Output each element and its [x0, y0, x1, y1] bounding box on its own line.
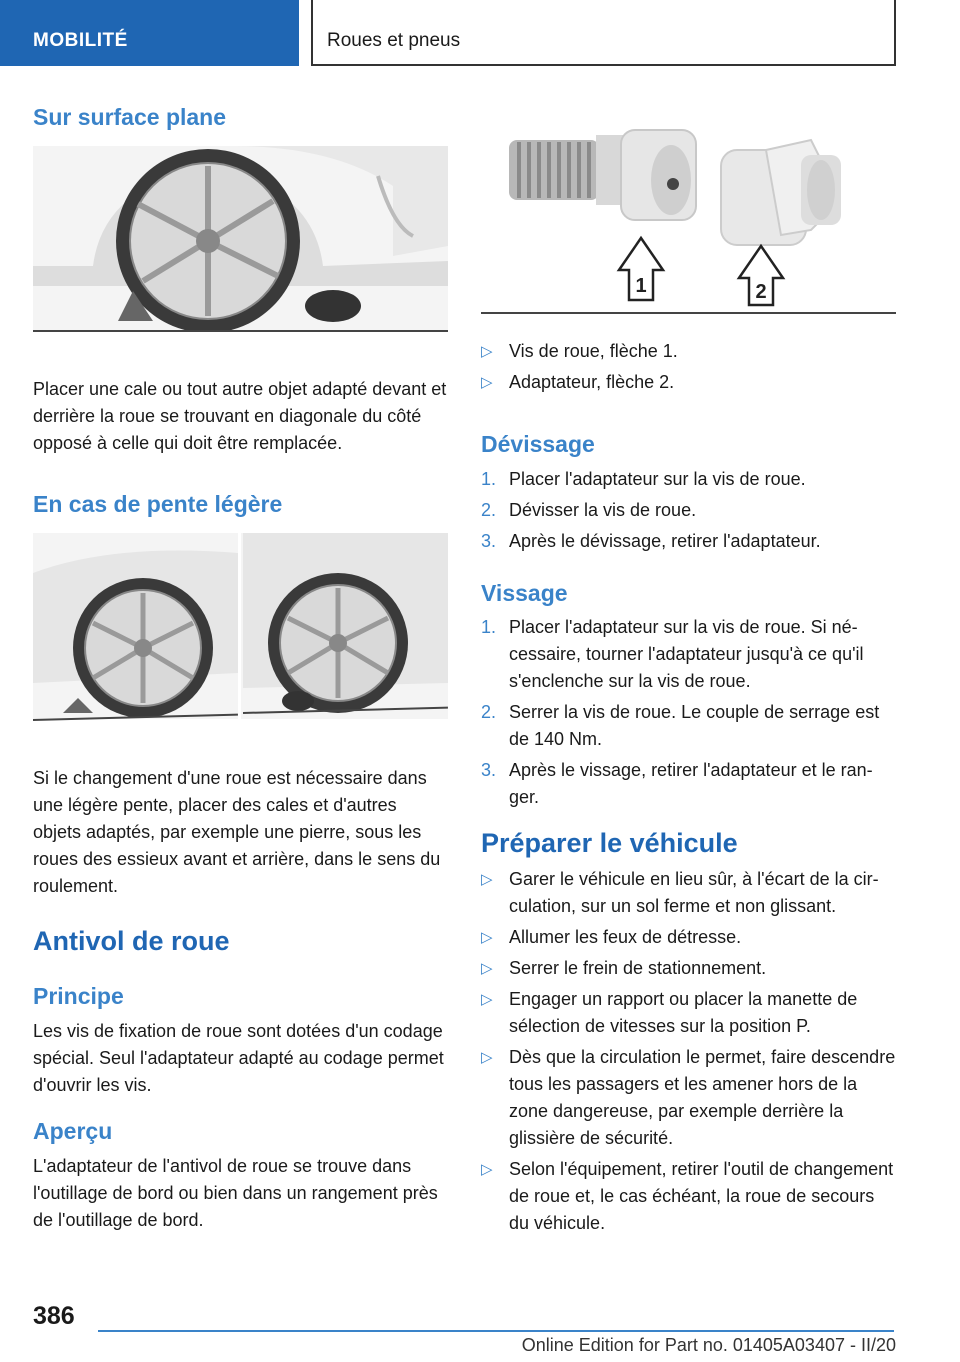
- list-item: 3. Après le vissage, retirer l'adaptateur et le ranger.: [481, 760, 873, 807]
- paragraph-slight-slope: Si le changement d'une roue est nécessaire dans une légère pente, placer des cales et d'autres objets adaptés, par exemple une pierre, sous les roues des essieux avant et arrière, dans le sens du roulement.: [33, 768, 441, 896]
- heading-prepare-vehicle: Préparer le véhicule: [481, 828, 738, 858]
- list-item: ▷ Engager un rapport ou placer la manette de sélection de vitesses sur la position P.: [481, 986, 896, 1040]
- illustration-divider: [481, 312, 896, 314]
- svg-text:1: 1: [635, 275, 647, 297]
- list-item: 1. Placer l'adaptateur sur la vis de roue. Si nécessaire, tourner l'adaptateur jusqu'à ce qu'il s'enclenche sur la vis de roue.: [481, 617, 864, 691]
- list-item: ▷ Garer le véhicule en lieu sûr, à l'écart de la circulation, sur un sol ferme et non glissant.: [481, 866, 896, 920]
- screwing-steps: [481, 614, 896, 811]
- header-section-tab: MOBILITÉ: [0, 0, 299, 66]
- list-item: 2. Dévisser la vis de roue.: [481, 500, 697, 520]
- paragraph-overview: L'adaptateur de l'antivol de roue se trouve dans l'outillage de bord ou bien dans un rangement près de l'outillage de bord.: [33, 1156, 438, 1230]
- svg-text:2: 2: [755, 281, 767, 303]
- header-chapter-title: Roues et pneus: [311, 0, 896, 66]
- unscrewing-steps: [481, 466, 896, 555]
- wheel-chock-flat-illustration: [33, 146, 448, 330]
- heading-flat-surface: Sur surface plane: [33, 104, 227, 130]
- list-item: ▷ Dès que la circulation le permet, faire descendre tous les passagers et les amener hors de la zone dangereuse, par exemple derrière la glissière de sécurité.: [481, 1044, 896, 1152]
- list-item: ▷ Selon l'équipement, retirer l'outil de changement de roue et, le cas échéant, la roue de secours du véhicule.: [481, 1156, 896, 1237]
- wheel-chock-slope-illustration: [33, 533, 448, 719]
- list-item: 1. Placer l'adaptateur sur la vis de roue.: [481, 469, 806, 489]
- list-item: ▷ Allumer les feux de détresse.: [481, 924, 896, 951]
- paragraph-flat-surface: Placer une cale ou tout autre objet adapté devant et derrière la roue se trouvant en diagonale du côté opposé à celle qui doit être remplacée.: [33, 379, 447, 453]
- prepare-vehicle-list: [481, 866, 896, 1237]
- heading-principle: Principe: [33, 983, 124, 1009]
- list-item: ▷ Adaptateur, flèche 2.: [481, 369, 896, 396]
- heading-wheel-lock: Antivol de roue: [33, 926, 230, 956]
- list-item: ▷ Serrer le frein de stationnement.: [481, 955, 896, 982]
- paragraph-principle: Les vis de fixation de roue sont dotées d'un codage spécial. Seul l'adaptateur adapté au codage permet d'ouvrir les vis.: [33, 1021, 444, 1095]
- heading-slight-slope: En cas de pente légère: [33, 491, 283, 517]
- page-number: 386: [33, 1302, 75, 1330]
- parts-list: [481, 338, 896, 396]
- heading-screwing: Vissage: [481, 580, 568, 606]
- illustration-divider: [33, 330, 448, 332]
- footer-edition: Online Edition for Part no. 01405A03407 - II/20: [521, 1335, 896, 1355]
- heading-overview: Aperçu: [33, 1118, 113, 1144]
- list-item: 2. Serrer la vis de roue. Le couple de serrage est de 140 Nm.: [481, 702, 880, 749]
- list-item: 3. Après le dévissage, retirer l'adaptateur.: [481, 531, 821, 551]
- list-item: ▷ Vis de roue, flèche 1.: [481, 338, 896, 365]
- heading-unscrewing: Dévissage: [481, 431, 595, 457]
- footer-divider: [98, 1330, 894, 1332]
- wheel-bolt-adapter-illustration: [481, 120, 896, 312]
